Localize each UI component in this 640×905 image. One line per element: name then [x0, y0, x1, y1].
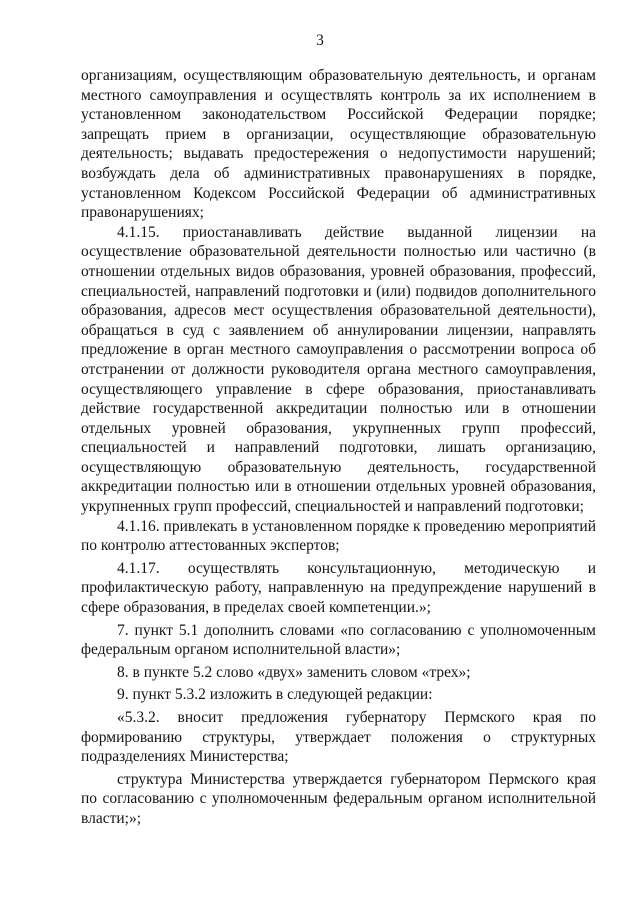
paragraph-continuation: организациям, осуществляющим образовательную деятельность, и органам местного самоуправления и осуществлять контроль за их исполнением в установленном законодательством Российской Федерации порядке; запрещать прием в организации, осуществляющие образовательную деятельность; выдавать предостережения о недопустимости нарушений; возбуждать дела об административных правонарушениях в порядке, установленном Кодексом Российской Федерации об административных правонарушениях; — [81, 67, 596, 222]
paragraph-structure: структура Министерства утверждается губернатором Пермского края по согласованию с уполномоченным федеральным органом исполнительной власти;»; — [81, 770, 596, 827]
paragraph-item-8: 8. в пункте 5.2 слово «двух» заменить словом «трех»; — [117, 663, 471, 681]
document-body — [81, 66, 596, 829]
paragraph-4-1-17: 4.1.17. осуществлять консультационную, методическую и профилактическую работу, направленную на предупреждение нарушений в сфере образования, в пределах своей компетенции.»; — [81, 559, 596, 617]
paragraph-4-1-16: 4.1.16. привлекать в установленном порядке к проведению мероприятий по контролю аттестованных экспертов; — [81, 517, 596, 555]
paragraph-item-7: 7. пункт 5.1 дополнить словами «по согласованию с уполномоченным федеральным органом исполнительной власти»; — [81, 621, 596, 659]
paragraph-4-1-15: 4.1.15. приостанавливать действие выданной лицензии на осуществление образовательной деятельности полностью или частично (в отношении отдельных видов образования, уровней образования, профессий, специальностей, направлений подготовки и (или) подвидов дополнительного образования, адресов мест осуществления образовательной деятельности), обращаться в суд с заявлением об аннулировании лицензии, направлять предложение в орган местного самоуправления о рассмотрении вопроса об отстранении от должности руководителя органа местного самоуправления, осуществляющего управление в сфере образования, приостанавливать действие государственной аккредитации полностью или в отношении отдельных уровней образования, укрупненных групп профессий, специальностей и направлений подготовки, лишать организацию, осуществляющую образовательную деятельность, государственной аккредитации полностью или в отношении отдельных уровней образования, укрупненных групп профессий, специальностей и направлений подготовки; — [81, 223, 596, 516]
page-number: 3 — [316, 32, 324, 49]
paragraph-5-3-2: «5.3.2. вносит предложения губернатору Пермского края по формированию структуры, утверждает положения о структурных подразделениях Министерства; — [81, 709, 596, 766]
paragraph-item-9: 9. пункт 5.3.2 изложить в следующей редакции: — [117, 686, 433, 704]
